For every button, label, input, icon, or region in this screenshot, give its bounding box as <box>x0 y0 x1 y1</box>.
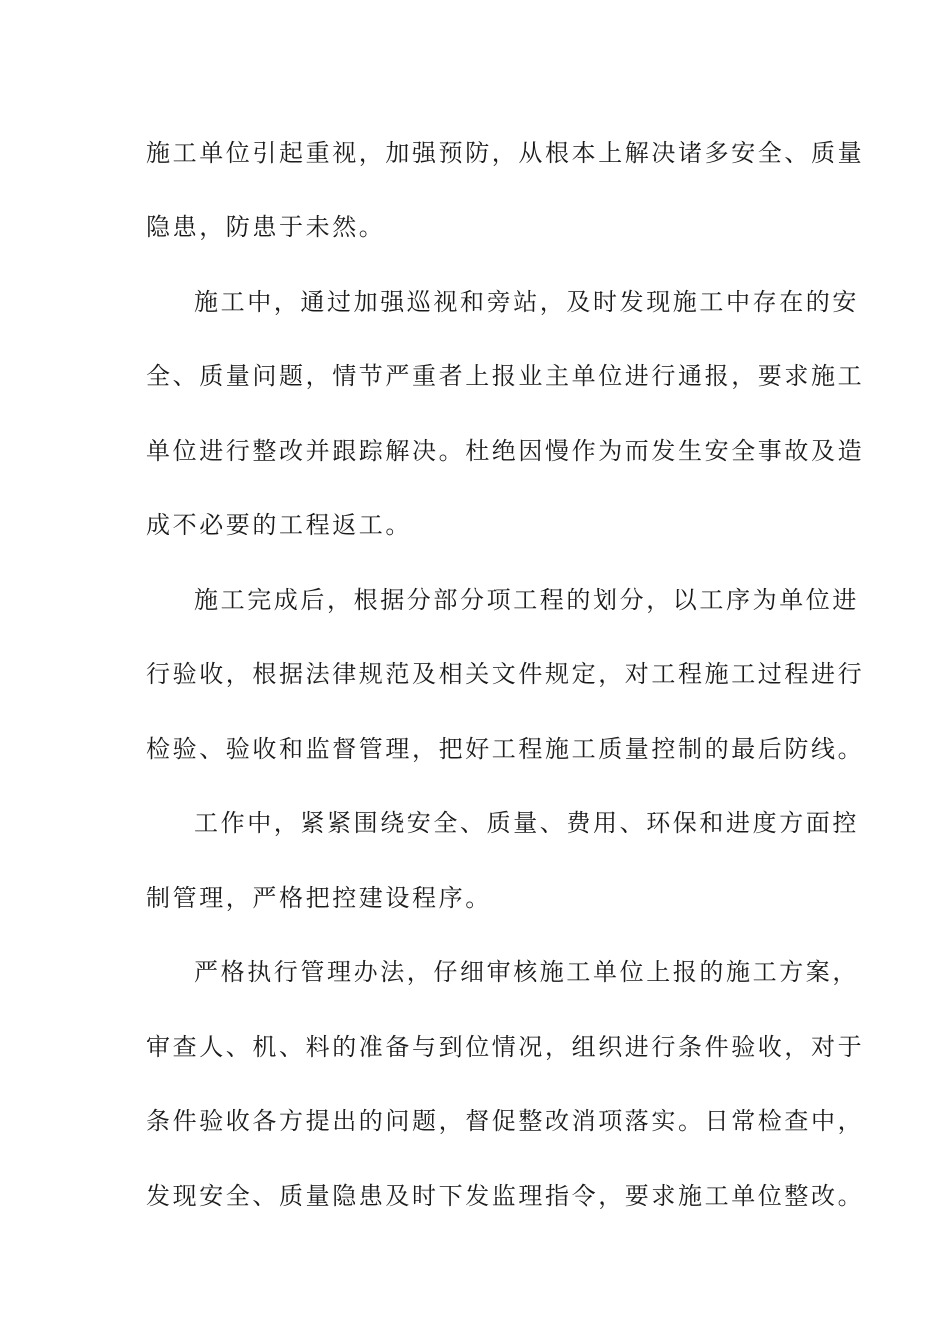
text-line: 行验收，根据法律规范及相关文件规定，对工程施工过程进行 <box>146 660 865 688</box>
text-line: 制管理，严格把控建设程序。 <box>146 884 492 912</box>
text-line: 成不必要的工程返工。 <box>146 511 412 539</box>
text-line: 隐患，防患于未然。 <box>146 213 386 241</box>
paragraph-first-line: 施工完成后，根据分部分项工程的划分，以工序为单位进 <box>194 586 859 614</box>
text-line: 审查人、机、料的准备与到位情况，组织进行条件验收，对于 <box>146 1033 865 1061</box>
paragraph-first-line: 严格执行管理办法，仔细审核施工单位上报的施工方案， <box>194 958 859 986</box>
text-line: 检验、验收和监督管理，把好工程施工质量控制的最后防线。 <box>146 735 865 763</box>
text-line: 施工单位引起重视，加强预防，从根本上解决诸多安全、质量 <box>146 139 865 167</box>
text-line: 单位进行整改并跟踪解决。杜绝因慢作为而发生安全事故及造 <box>146 437 865 465</box>
paragraph-first-line: 工作中，紧紧围绕安全、质量、费用、环保和进度方面控 <box>194 809 859 837</box>
text-line: 全、质量问题，情节严重者上报业主单位进行通报，要求施工 <box>146 362 865 390</box>
text-line: 条件验收各方提出的问题，督促整改消项落实。日常检查中， <box>146 1107 865 1135</box>
paragraph-first-line: 施工中，通过加强巡视和旁站，及时发现施工中存在的安 <box>194 288 859 316</box>
text-line: 发现安全、质量隐患及时下发监理指令，要求施工单位整改。 <box>146 1182 865 1210</box>
